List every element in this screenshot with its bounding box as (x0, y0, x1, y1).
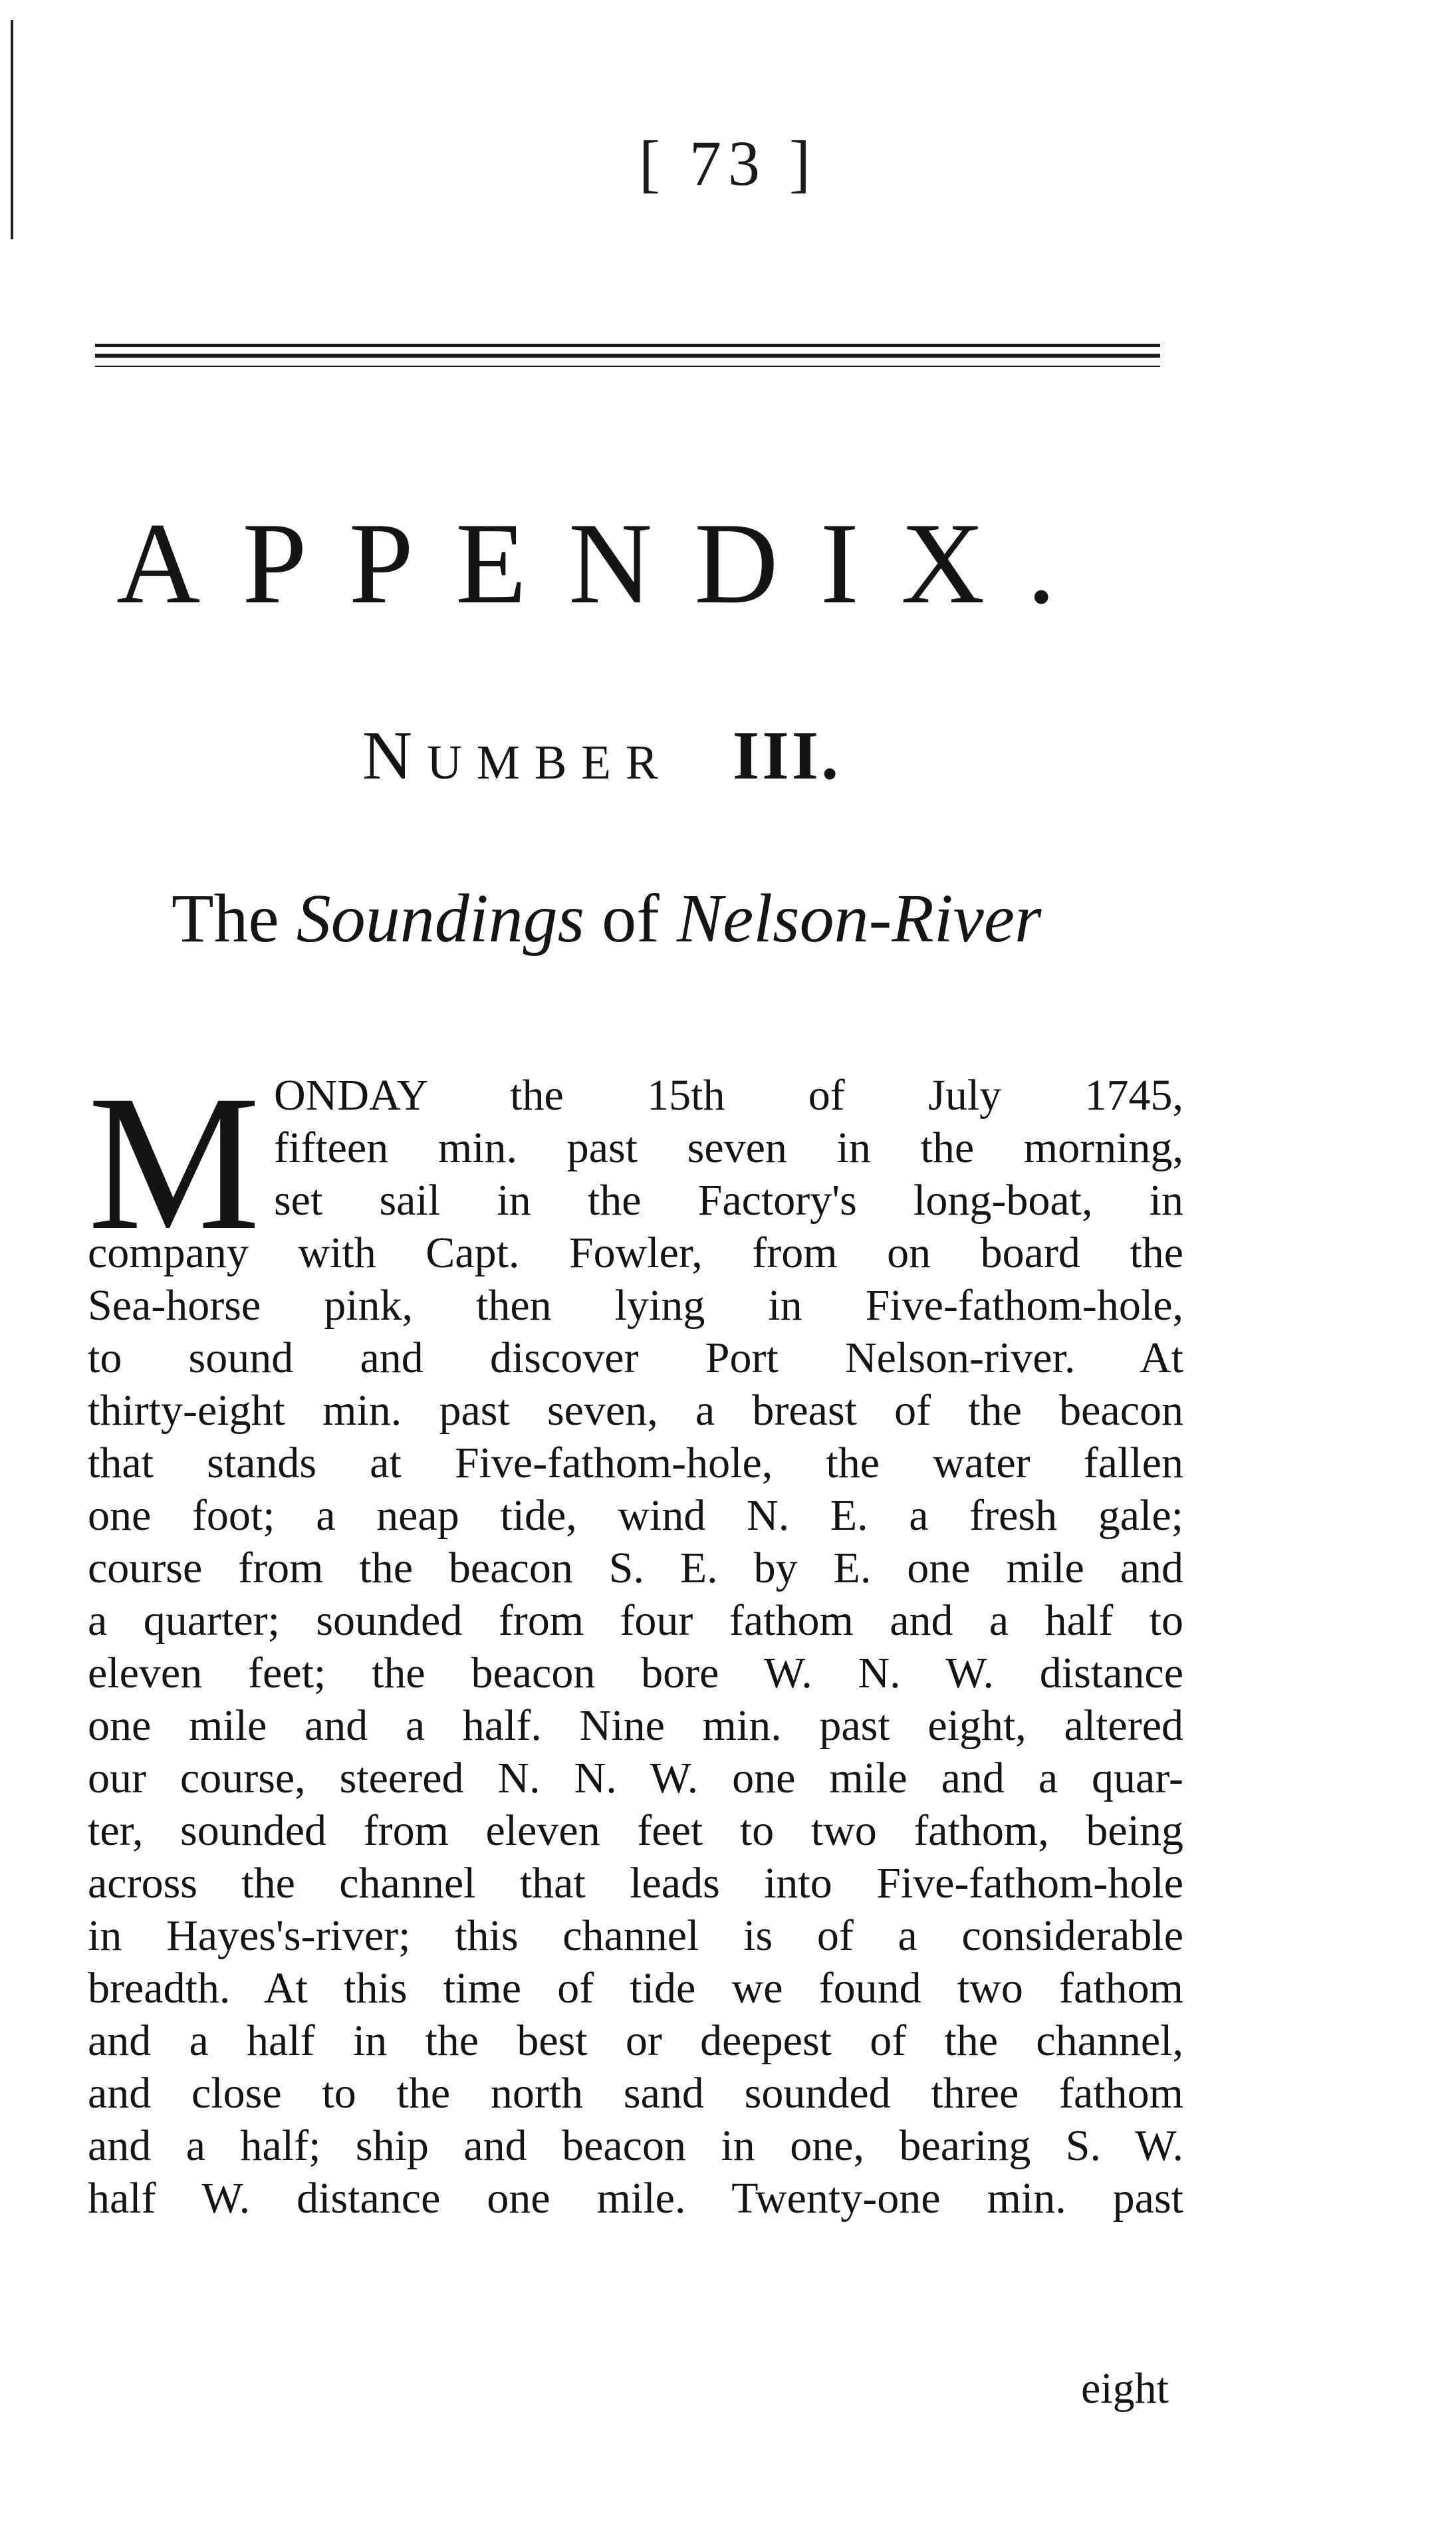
subtitle-mid: of (584, 880, 677, 957)
drop-capital: M (88, 1056, 261, 1270)
body-line: in Hayes's-river; this channel is of a considerable (88, 1911, 1183, 1960)
number-word: Number (362, 717, 673, 794)
body-line: set sail in the Factory's long-boat, in (274, 1176, 1183, 1225)
body-line: breadth. At this time of tide we found two fathom (88, 1964, 1183, 2012)
body-line: company with Capt. Fowler, from on board the (88, 1229, 1183, 1277)
header-rule-thick (95, 344, 1160, 347)
body-line: and close to the north sand sounded three fathom (88, 2069, 1183, 2117)
body-line: one mile and a half. Nine min. past eight, altered (88, 1701, 1183, 1750)
header-rule-thin (95, 366, 1160, 367)
body-line: our course, steered N. N. W. one mile and a quar- (88, 1754, 1183, 1802)
catchword: eight (1081, 2364, 1169, 2413)
subtitle-nelson-river: Nelson-River (676, 880, 1042, 957)
number-numeral: III. (732, 717, 842, 794)
body-line: ONDAY the 15th of July 1745, (274, 1071, 1183, 1120)
body-line: to sound and discover Port Nelson-river. At (88, 1334, 1183, 1382)
body-line: and a half in the best or deepest of the channel, (88, 2016, 1183, 2065)
header-rule-double (95, 354, 1160, 358)
body-text (88, 1069, 1183, 2225)
section-subtitle (172, 880, 1042, 957)
body-line: one foot; a neap tide, wind N. E. a fresh gale; (88, 1491, 1183, 1540)
body-line: eleven feet; the beacon bore W. N. W. distance (88, 1649, 1183, 1697)
body-line: across the channel that leads into Five-fathom-hole (88, 1859, 1183, 1907)
body-line: Sea-horse pink, then lying in Five-fathom-hole, (88, 1281, 1183, 1330)
body-line: fifteen min. past seven in the morning, (274, 1124, 1183, 1172)
body-line: half W. distance one mile. Twenty-one min. past (88, 2174, 1183, 2223)
body-line: that stands at Five-fathom-hole, the water fallen (88, 1439, 1183, 1487)
subtitle-pre: The (172, 880, 297, 957)
section-number (362, 717, 842, 794)
body-line: a quarter; sounded from four fathom and a half to (88, 1596, 1183, 1645)
appendix-title: APPENDIX. (116, 499, 1098, 628)
body-line: and a half; ship and beacon in one, bearing S. W. (88, 2121, 1183, 2170)
page-number: [ 73 ] (639, 128, 817, 199)
body-line: ter, sounded from eleven feet to two fathom, being (88, 1806, 1183, 1855)
body-line: course from the beacon S. E. by E. one mile and (88, 1544, 1183, 1592)
body-line: thirty-eight min. past seven, a breast of the beacon (88, 1386, 1183, 1435)
subtitle-soundings: Soundings (296, 880, 585, 957)
